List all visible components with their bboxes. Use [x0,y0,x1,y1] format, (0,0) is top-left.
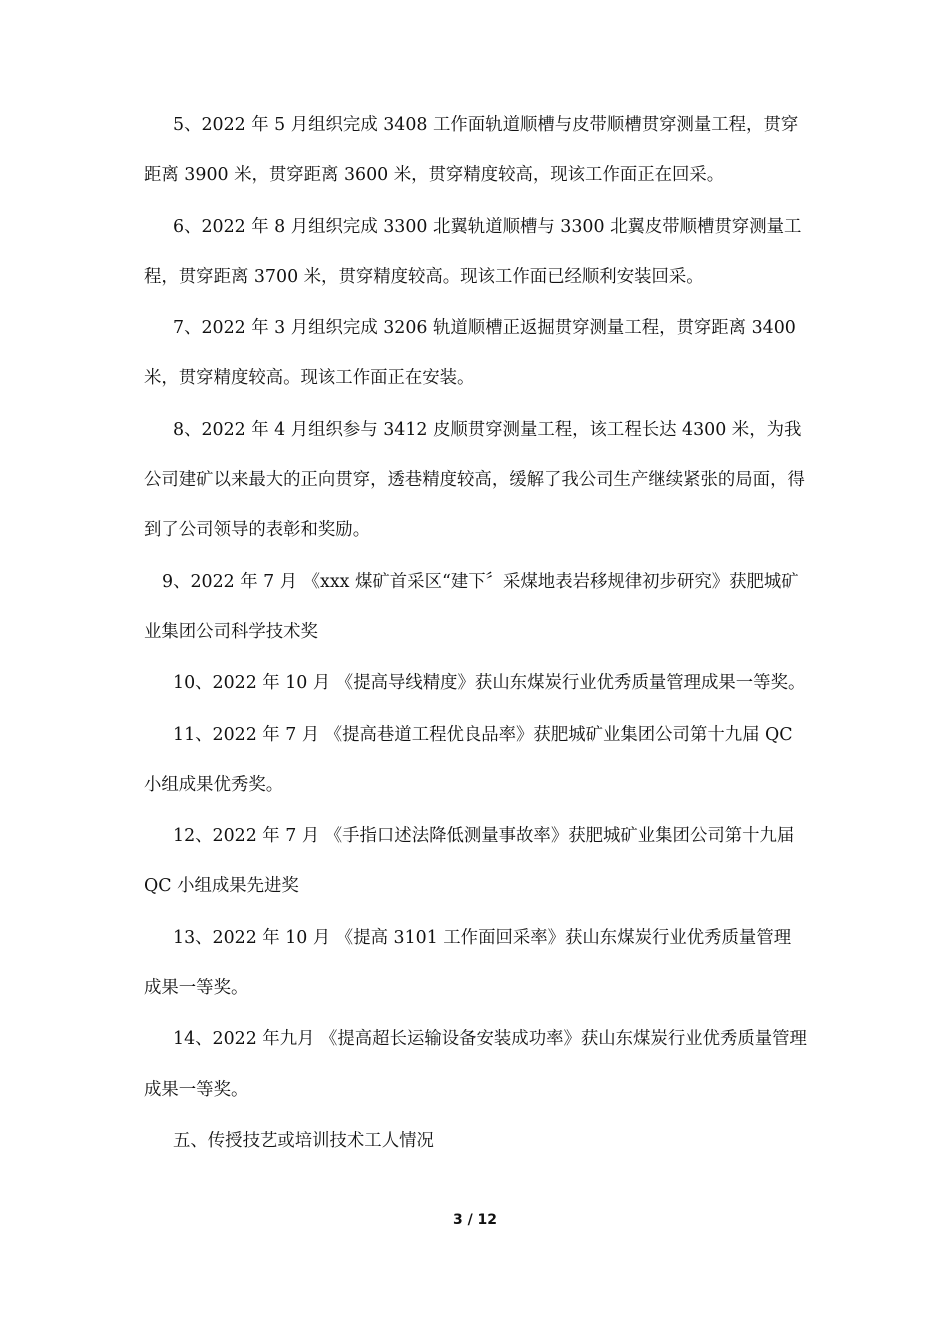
paragraph-item-14: 14、2022 年九月 《提高超长运输设备安装成功率》获山东煤炭行业优秀质量管理成果一等奖。 [144,1029,807,1100]
document-body [144,100,808,1167]
paragraph-item-11: 11、2022 年 7 月 《提高巷道工程优良品率》获肥城矿业集团公司第十九届 QC 小组成果优秀奖。 [144,724,793,795]
paragraph-item-8: 8、2022 年 4 月组织参与 3412 皮顺贯穿测量工程，该工程长达 4300 米，为我公司建矿以来最大的正向贯穿，透巷精度较高，缓解了我公司生产继续紧张的局面，得到了公司领导的表彰和奖励。 [144,419,805,541]
paragraph-item-6: 6、2022 年 8 月组织完成 3300 北翼轨道顺槽与 3300 北翼皮带顺槽贯穿测量工程，贯穿距离 3700 米，贯穿精度较高。现该工作面已经顺利安装回采。 [144,216,802,287]
section-heading-training: 五、传授技艺或培训技术工人情况 [173,1130,434,1151]
paragraph-item-5: 5、2022 年 5 月组织完成 3408 工作面轨道顺槽与皮带顺槽贯穿测量工程，贯穿距离 3900 米，贯穿距离 3600 米，贯穿精度较高，现该工作面正在回采。 [144,115,799,186]
paragraph-item-12: 12、2022 年 7 月 《手指口述法降低测量事故率》获肥城矿业集团公司第十九届 QC 小组成果先进奖 [144,826,795,897]
paragraph-item-9: 9、2022 年 7 月 《xxx 煤矿首采区“建下〞采煤地表岩移规律初步研究》获肥城矿业集团公司科学技术奖 [144,571,799,642]
page-number: 3 / 12 [452,1212,498,1228]
paragraph-item-7: 7、2022 年 3 月组织完成 3206 轨道顺槽正返掘贯穿测量工程，贯穿距离 3400 米，贯穿精度较高。现该工作面正在安装。 [144,318,796,389]
paragraph-item-13: 13、2022 年 10 月 《提高 3101 工作面回采率》获山东煤炭行业优秀质量管理成果一等奖。 [144,927,792,999]
paragraph-item-10: 10、2022 年 10 月 《提高导线精度》获山东煤炭行业优秀质量管理成果一等奖。 [173,673,806,694]
